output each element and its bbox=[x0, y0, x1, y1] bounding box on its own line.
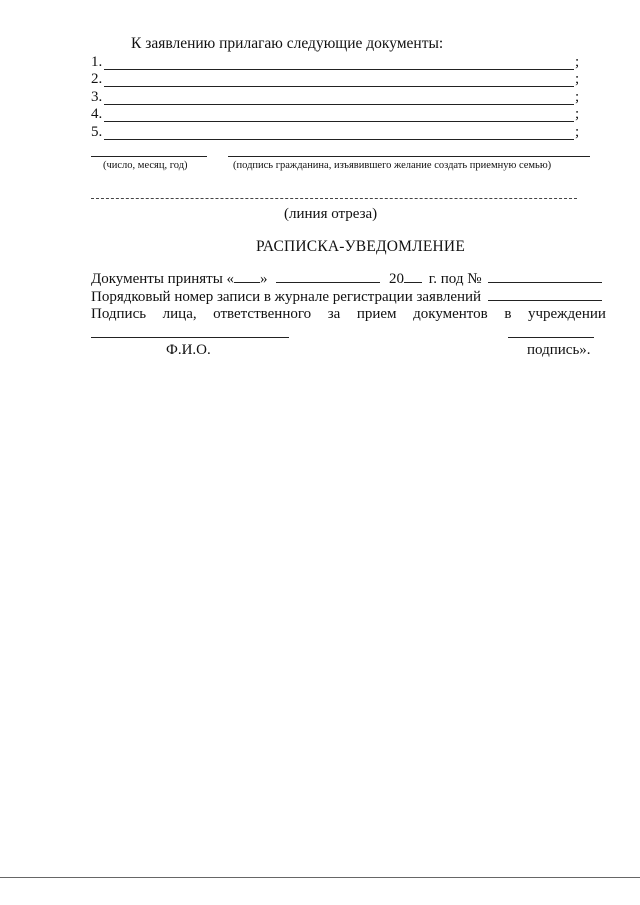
item-semicolon: ; bbox=[575, 89, 580, 105]
year-prefix: 20 bbox=[389, 271, 405, 287]
attachments-intro: К заявлению прилагаю следующие документы: bbox=[131, 35, 444, 52]
item-fill-line bbox=[104, 104, 574, 105]
item-number: 3. bbox=[91, 89, 103, 105]
accepted-row bbox=[91, 270, 602, 288]
journal-number-blank bbox=[488, 288, 602, 301]
item-fill-line bbox=[104, 69, 574, 70]
responsible-word: прием bbox=[356, 306, 397, 322]
item-fill-line bbox=[104, 86, 574, 87]
page-bottom-rule bbox=[0, 877, 640, 878]
responsible-word: учреждении bbox=[527, 306, 606, 322]
date-caption: (число, месяц, год) bbox=[103, 160, 188, 171]
cut-line-label: (линия отреза) bbox=[284, 206, 378, 222]
citizen-signature-line bbox=[228, 156, 590, 157]
item-number: 4. bbox=[91, 106, 103, 122]
journal-text: Порядковый номер записи в журнале регистрации заявлений bbox=[91, 289, 482, 305]
citizen-signature-caption: (подпись гражданина, изъявившего желание создать приемную семью) bbox=[233, 160, 552, 171]
item-number: 2. bbox=[91, 71, 103, 87]
month-blank bbox=[276, 270, 380, 283]
journal-row bbox=[91, 288, 602, 306]
item-semicolon: ; bbox=[575, 124, 580, 140]
responsible-row bbox=[91, 306, 606, 323]
day-blank bbox=[234, 270, 260, 283]
accepted-quote-close: » bbox=[260, 271, 268, 287]
item-fill-line bbox=[104, 121, 574, 122]
item-fill-line bbox=[104, 139, 574, 140]
responsible-word: в bbox=[504, 306, 512, 322]
responsible-word: Подпись bbox=[91, 306, 147, 322]
responsible-signature-line bbox=[508, 337, 594, 338]
date-line bbox=[91, 156, 207, 157]
cut-dashed-line bbox=[91, 198, 577, 199]
accepted-prefix: Документы приняты « bbox=[91, 271, 235, 287]
item-semicolon: ; bbox=[575, 106, 580, 122]
fio-caption: Ф.И.О. bbox=[166, 342, 211, 358]
responsible-word: документов bbox=[413, 306, 488, 322]
responsible-word: лица, bbox=[162, 306, 197, 322]
responsible-word: за bbox=[327, 306, 341, 322]
item-number: 1. bbox=[91, 54, 103, 70]
registration-number-blank bbox=[488, 270, 602, 283]
institution-name-line bbox=[91, 337, 289, 338]
item-number: 5. bbox=[91, 124, 103, 140]
receipt-title: РАСПИСКА-УВЕДОМЛЕНИЕ bbox=[256, 238, 465, 255]
under-number-label: г. под № bbox=[428, 271, 482, 287]
signature-caption: подпись». bbox=[527, 342, 591, 358]
year-blank bbox=[404, 270, 422, 283]
item-semicolon: ; bbox=[575, 71, 580, 87]
responsible-word: ответственного bbox=[213, 306, 312, 322]
item-semicolon: ; bbox=[575, 54, 580, 70]
